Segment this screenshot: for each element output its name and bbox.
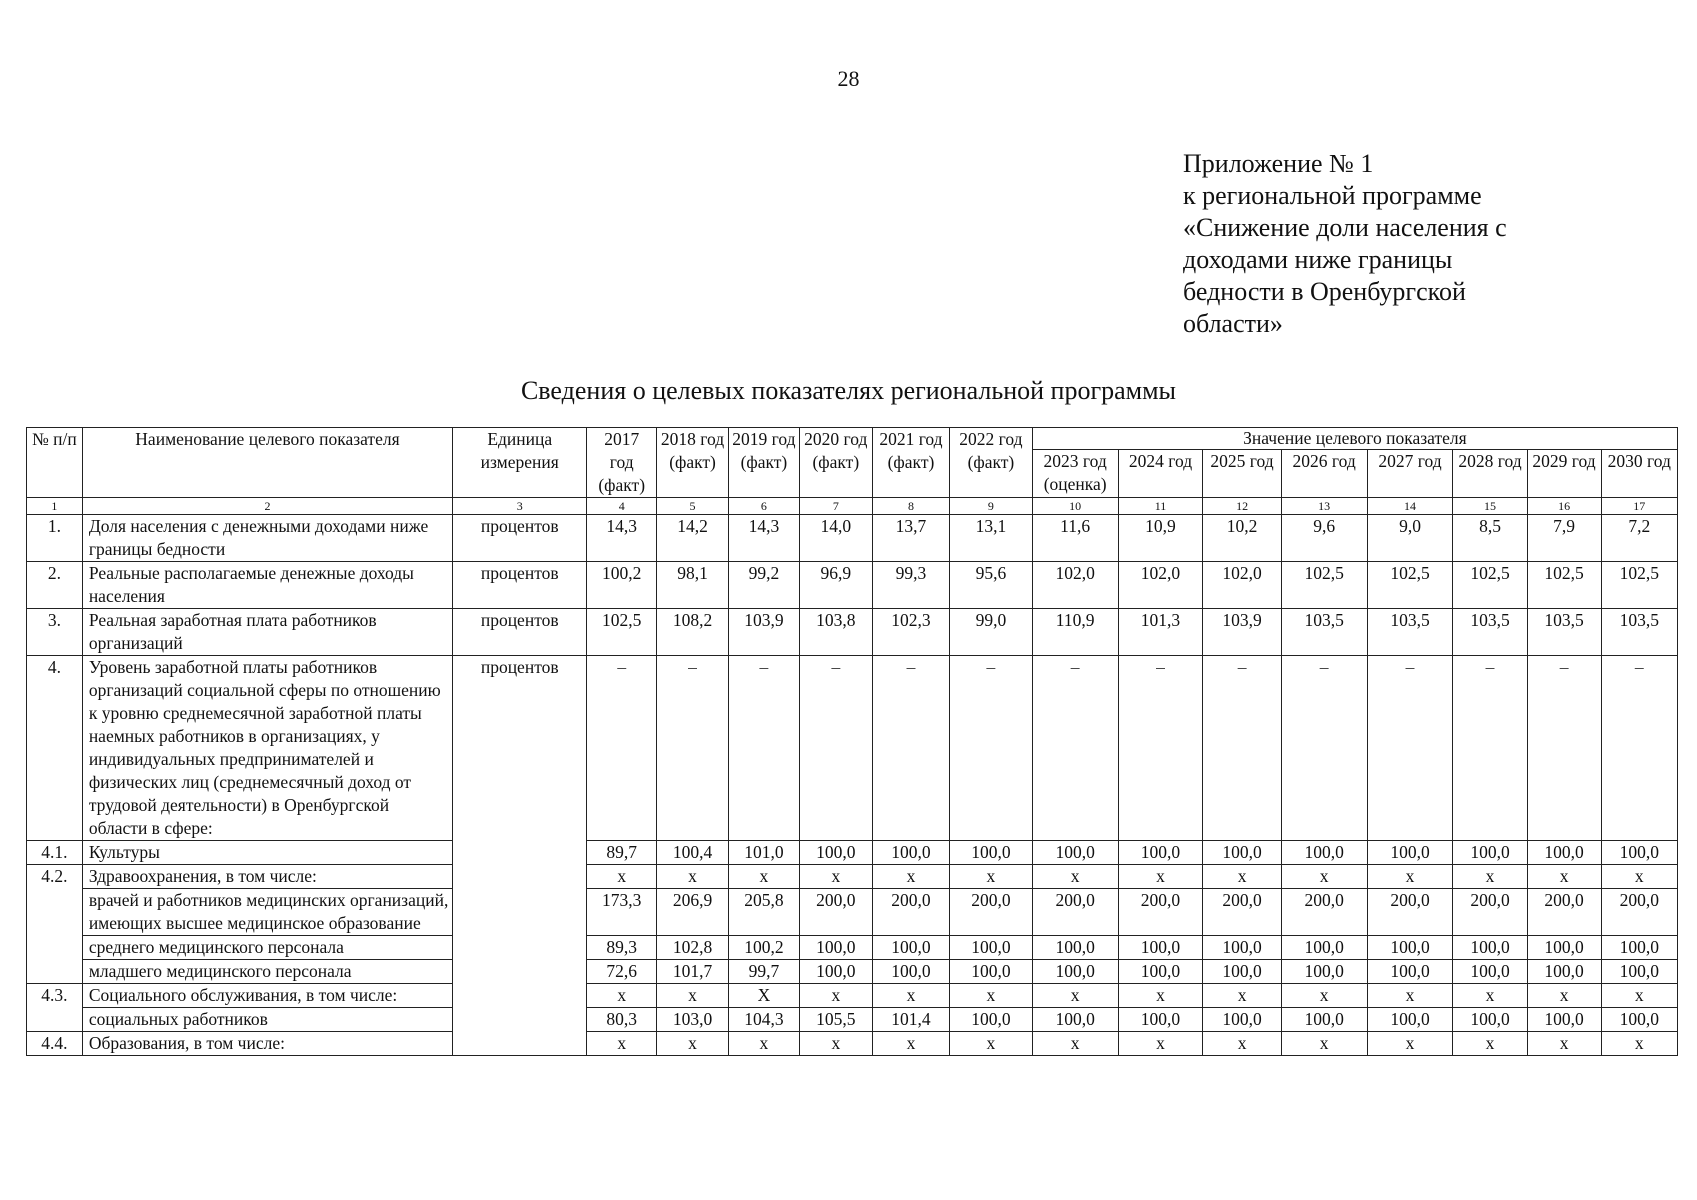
value-cell: х bbox=[1527, 1032, 1601, 1056]
value-cell: 101,3 bbox=[1118, 609, 1203, 656]
value-cell: 100,0 bbox=[950, 936, 1033, 960]
value-cell: 103,0 bbox=[657, 1008, 729, 1032]
value-cell: 200,0 bbox=[1453, 889, 1527, 936]
value-cell: 102,5 bbox=[1453, 562, 1527, 609]
value-cell: 100,0 bbox=[1453, 936, 1527, 960]
value-cell: х bbox=[1453, 984, 1527, 1008]
appendix-line: доходами ниже границы bbox=[1183, 245, 1453, 274]
value-cell: 100,0 bbox=[1032, 1008, 1118, 1032]
column-number: 13 bbox=[1281, 498, 1367, 515]
value-cell: 14,3 bbox=[587, 515, 657, 562]
row-number: 4.4. bbox=[27, 1032, 83, 1056]
value-cell: 100,0 bbox=[1203, 1008, 1281, 1032]
value-cell: 11,6 bbox=[1032, 515, 1118, 562]
value-cell: х bbox=[1527, 984, 1601, 1008]
value-cell: 200,0 bbox=[1367, 889, 1453, 936]
table-row bbox=[27, 1008, 1678, 1032]
row-number: 1. bbox=[27, 515, 83, 562]
column-number: 10 bbox=[1032, 498, 1118, 515]
value-cell: 98,1 bbox=[657, 562, 729, 609]
value-cell: х bbox=[1367, 984, 1453, 1008]
value-cell: – bbox=[1032, 656, 1118, 841]
header-year: 2017 год (факт) bbox=[587, 428, 657, 498]
value-cell: 102,0 bbox=[1203, 562, 1281, 609]
value-cell: 200,0 bbox=[1281, 889, 1367, 936]
header-year: 2019 год (факт) bbox=[728, 428, 799, 498]
value-cell: 100,0 bbox=[1118, 1008, 1203, 1032]
value-cell: 103,9 bbox=[728, 609, 799, 656]
unit: процентов bbox=[453, 609, 587, 656]
value-cell: 108,2 bbox=[657, 609, 729, 656]
value-cell: 101,7 bbox=[657, 960, 729, 984]
header-year: 2018 год (факт) bbox=[657, 428, 729, 498]
column-number: 7 bbox=[799, 498, 872, 515]
value-cell: х bbox=[728, 1032, 799, 1056]
value-cell: 100,0 bbox=[1601, 1008, 1677, 1032]
value-cell: х bbox=[1032, 865, 1118, 889]
value-cell: 102,5 bbox=[1367, 562, 1453, 609]
value-cell: 100,0 bbox=[950, 960, 1033, 984]
value-cell: 200,0 bbox=[950, 889, 1033, 936]
value-cell: 99,3 bbox=[872, 562, 949, 609]
unit: процентов bbox=[453, 562, 587, 609]
value-cell: х bbox=[1367, 865, 1453, 889]
value-cell: 100,0 bbox=[872, 960, 949, 984]
value-cell: 99,0 bbox=[950, 609, 1033, 656]
column-number: 3 bbox=[453, 498, 587, 515]
value-cell: 100,0 bbox=[1118, 936, 1203, 960]
value-cell: 200,0 bbox=[799, 889, 872, 936]
value-cell: 200,0 bbox=[1527, 889, 1601, 936]
value-cell: 100,0 bbox=[950, 1008, 1033, 1032]
row-number: 2. bbox=[27, 562, 83, 609]
value-cell: – bbox=[799, 656, 872, 841]
row-number: 4.2. bbox=[27, 865, 83, 984]
row-number: 3. bbox=[27, 609, 83, 656]
table-row bbox=[27, 656, 1678, 841]
value-cell: 100,0 bbox=[1203, 841, 1281, 865]
value-cell: х bbox=[1527, 865, 1601, 889]
column-number: 17 bbox=[1601, 498, 1677, 515]
value-cell: – bbox=[1281, 656, 1367, 841]
column-number: 9 bbox=[950, 498, 1033, 515]
indicator-name: Реальная заработная плата работников организаций bbox=[82, 609, 452, 656]
value-cell: 101,4 bbox=[872, 1008, 949, 1032]
header-year: 2029 год bbox=[1527, 449, 1601, 497]
value-cell: 80,3 bbox=[587, 1008, 657, 1032]
value-cell: 102,3 bbox=[872, 609, 949, 656]
appendix-line: области» bbox=[1183, 309, 1283, 338]
indicator-name: младшего медицинского персонала bbox=[82, 960, 452, 984]
value-cell: 100,0 bbox=[1367, 841, 1453, 865]
value-cell: 13,7 bbox=[872, 515, 949, 562]
value-cell: 100,0 bbox=[1453, 841, 1527, 865]
unit: процентов bbox=[453, 515, 587, 562]
value-cell: х bbox=[728, 865, 799, 889]
value-cell: 110,9 bbox=[1032, 609, 1118, 656]
appendix-line: «Снижение доли населения с bbox=[1183, 213, 1507, 242]
appendix-note bbox=[1183, 148, 1507, 340]
value-cell: – bbox=[1601, 656, 1677, 841]
column-number: 2 bbox=[82, 498, 452, 515]
value-cell: 13,1 bbox=[950, 515, 1033, 562]
value-cell: 8,5 bbox=[1453, 515, 1527, 562]
value-cell: 72,6 bbox=[587, 960, 657, 984]
indicator-name: Уровень заработной платы работников организаций социальной сферы по отношению к уровню среднемесячной заработной платы наемных работников в организациях, у индивидуальных предпринимателей и физических лиц (среднемесячный доход от трудовой деятельности) в Оренбургской области в сфере: bbox=[82, 656, 452, 841]
value-cell: 102,8 bbox=[657, 936, 729, 960]
value-cell: 99,2 bbox=[728, 562, 799, 609]
value-cell: 200,0 bbox=[1118, 889, 1203, 936]
value-cell: х bbox=[799, 1032, 872, 1056]
value-cell: 14,0 bbox=[799, 515, 872, 562]
value-cell: х bbox=[1601, 1032, 1677, 1056]
value-cell: 105,5 bbox=[799, 1008, 872, 1032]
value-cell: – bbox=[872, 656, 949, 841]
value-cell: х bbox=[1281, 984, 1367, 1008]
value-cell: 100,0 bbox=[1527, 841, 1601, 865]
column-number: 11 bbox=[1118, 498, 1203, 515]
column-number: 1 bbox=[27, 498, 83, 515]
appendix-line: Приложение № 1 bbox=[1183, 149, 1374, 178]
value-cell: 9,0 bbox=[1367, 515, 1453, 562]
appendix-line: бедности в Оренбургской bbox=[1183, 277, 1466, 306]
unit: процентов bbox=[453, 656, 587, 1056]
table-row bbox=[27, 1032, 1678, 1056]
indicators-table bbox=[26, 427, 1678, 1056]
value-cell: 95,6 bbox=[950, 562, 1033, 609]
value-cell: 103,5 bbox=[1281, 609, 1367, 656]
value-cell: 103,5 bbox=[1601, 609, 1677, 656]
value-cell: 100,0 bbox=[1032, 841, 1118, 865]
value-cell: 100,0 bbox=[1203, 936, 1281, 960]
indicator-name: социальных работников bbox=[82, 1008, 452, 1032]
header-year: 2021 год (факт) bbox=[872, 428, 949, 498]
indicator-name: Доля населения с денежными доходами ниже границы бедности bbox=[82, 515, 452, 562]
value-cell: х bbox=[1032, 1032, 1118, 1056]
value-cell: 100,0 bbox=[1281, 960, 1367, 984]
value-cell: х bbox=[657, 865, 729, 889]
value-cell: 100,0 bbox=[1281, 936, 1367, 960]
value-cell: 100,0 bbox=[950, 841, 1033, 865]
value-cell: х bbox=[799, 865, 872, 889]
header-year: 2028 год bbox=[1453, 449, 1527, 497]
header-value-group: Значение целевого показателя bbox=[1032, 428, 1677, 450]
value-cell: х bbox=[587, 984, 657, 1008]
value-cell: 100,0 bbox=[1527, 1008, 1601, 1032]
value-cell: 100,0 bbox=[799, 936, 872, 960]
header-year: 2026 год bbox=[1281, 449, 1367, 497]
value-cell: х bbox=[1281, 1032, 1367, 1056]
value-cell: – bbox=[587, 656, 657, 841]
value-cell: 100,0 bbox=[872, 936, 949, 960]
value-cell: – bbox=[1203, 656, 1281, 841]
value-cell: 100,0 bbox=[1527, 936, 1601, 960]
value-cell: х bbox=[1032, 984, 1118, 1008]
value-cell: 100,4 bbox=[657, 841, 729, 865]
column-number: 12 bbox=[1203, 498, 1281, 515]
value-cell: х bbox=[1367, 1032, 1453, 1056]
column-numbers-row bbox=[27, 498, 1678, 515]
value-cell: 205,8 bbox=[728, 889, 799, 936]
table-row bbox=[27, 865, 1678, 889]
value-cell: х bbox=[950, 865, 1033, 889]
value-cell: 100,0 bbox=[1281, 841, 1367, 865]
value-cell: – bbox=[1453, 656, 1527, 841]
value-cell: 100,0 bbox=[799, 841, 872, 865]
value-cell: х bbox=[872, 1032, 949, 1056]
value-cell: 103,8 bbox=[799, 609, 872, 656]
value-cell: 100,2 bbox=[728, 936, 799, 960]
header-unit: Единица измерения bbox=[453, 428, 587, 498]
value-cell: – bbox=[728, 656, 799, 841]
value-cell: – bbox=[1367, 656, 1453, 841]
value-cell: х bbox=[587, 1032, 657, 1056]
value-cell: 103,5 bbox=[1453, 609, 1527, 656]
header-year: 2030 год bbox=[1601, 449, 1677, 497]
value-cell: 100,2 bbox=[587, 562, 657, 609]
column-number: 15 bbox=[1453, 498, 1527, 515]
column-number: 4 bbox=[587, 498, 657, 515]
appendix-line: к региональной программе bbox=[1183, 181, 1482, 210]
value-cell: 100,0 bbox=[1453, 960, 1527, 984]
value-cell: 200,0 bbox=[1032, 889, 1118, 936]
value-cell: 100,0 bbox=[872, 841, 949, 865]
value-cell: х bbox=[587, 865, 657, 889]
value-cell: 14,2 bbox=[657, 515, 729, 562]
value-cell: х bbox=[799, 984, 872, 1008]
value-cell: – bbox=[657, 656, 729, 841]
value-cell: 100,0 bbox=[1281, 1008, 1367, 1032]
value-cell: х bbox=[1601, 865, 1677, 889]
value-cell: – bbox=[1118, 656, 1203, 841]
value-cell: х bbox=[950, 1032, 1033, 1056]
value-cell: 100,0 bbox=[1367, 960, 1453, 984]
value-cell: 96,9 bbox=[799, 562, 872, 609]
value-cell: 89,3 bbox=[587, 936, 657, 960]
value-cell: х bbox=[950, 984, 1033, 1008]
table-row bbox=[27, 515, 1678, 562]
table-row bbox=[27, 960, 1678, 984]
value-cell: х bbox=[1118, 1032, 1203, 1056]
value-cell: х bbox=[657, 1032, 729, 1056]
header-row bbox=[27, 428, 1678, 450]
value-cell: 9,6 bbox=[1281, 515, 1367, 562]
value-cell: х bbox=[1203, 984, 1281, 1008]
table-row bbox=[27, 889, 1678, 936]
indicator-name: среднего медицинского персонала bbox=[82, 936, 452, 960]
value-cell: 102,5 bbox=[1281, 562, 1367, 609]
value-cell: х bbox=[1203, 1032, 1281, 1056]
row-number: 4.3. bbox=[27, 984, 83, 1032]
value-cell: х bbox=[872, 865, 949, 889]
value-cell: 102,5 bbox=[587, 609, 657, 656]
column-number: 6 bbox=[728, 498, 799, 515]
value-cell: 103,9 bbox=[1203, 609, 1281, 656]
value-cell: 14,3 bbox=[728, 515, 799, 562]
value-cell: 100,0 bbox=[1118, 960, 1203, 984]
table-row bbox=[27, 562, 1678, 609]
value-cell: 7,9 bbox=[1527, 515, 1601, 562]
value-cell: 103,5 bbox=[1527, 609, 1601, 656]
value-cell: 100,0 bbox=[1527, 960, 1601, 984]
value-cell: Х bbox=[728, 984, 799, 1008]
header-year: 2024 год bbox=[1118, 449, 1203, 497]
value-cell: 102,5 bbox=[1601, 562, 1677, 609]
value-cell: 100,0 bbox=[1601, 960, 1677, 984]
indicator-name: Реальные располагаемые денежные доходы населения bbox=[82, 562, 452, 609]
indicator-name: Культуры bbox=[82, 841, 452, 865]
header-name: Наименование целевого показателя bbox=[82, 428, 452, 498]
indicator-name: врачей и работников медицинских организаций, имеющих высшее медицинское образование bbox=[82, 889, 452, 936]
value-cell: 102,0 bbox=[1032, 562, 1118, 609]
value-cell: х bbox=[1203, 865, 1281, 889]
value-cell: х bbox=[657, 984, 729, 1008]
value-cell: 100,0 bbox=[1601, 841, 1677, 865]
column-number: 8 bbox=[872, 498, 949, 515]
table-body bbox=[27, 515, 1678, 1056]
header-year: 2027 год bbox=[1367, 449, 1453, 497]
value-cell: 100,0 bbox=[1453, 1008, 1527, 1032]
value-cell: 10,2 bbox=[1203, 515, 1281, 562]
indicator-name: Здравоохранения, в том числе: bbox=[82, 865, 452, 889]
value-cell: 104,3 bbox=[728, 1008, 799, 1032]
table-row bbox=[27, 841, 1678, 865]
document-title: Сведения о целевых показателях региональной программы bbox=[520, 376, 1177, 405]
value-cell: 173,3 bbox=[587, 889, 657, 936]
header-year: 2023 год (оценка) bbox=[1032, 449, 1118, 497]
header-year: 2025 год bbox=[1203, 449, 1281, 497]
row-number: 4. bbox=[27, 656, 83, 841]
value-cell: х bbox=[1453, 865, 1527, 889]
value-cell: 100,0 bbox=[799, 960, 872, 984]
value-cell: 102,5 bbox=[1527, 562, 1601, 609]
column-number: 5 bbox=[657, 498, 729, 515]
value-cell: 100,0 bbox=[1118, 841, 1203, 865]
value-cell: – bbox=[950, 656, 1033, 841]
table-row bbox=[27, 609, 1678, 656]
value-cell: 200,0 bbox=[1203, 889, 1281, 936]
value-cell: – bbox=[1527, 656, 1601, 841]
value-cell: 101,0 bbox=[728, 841, 799, 865]
value-cell: 200,0 bbox=[1601, 889, 1677, 936]
value-cell: 100,0 bbox=[1203, 960, 1281, 984]
value-cell: 100,0 bbox=[1032, 936, 1118, 960]
table-row bbox=[27, 936, 1678, 960]
value-cell: 103,5 bbox=[1367, 609, 1453, 656]
header-year: 2020 год (факт) bbox=[799, 428, 872, 498]
table-row bbox=[27, 984, 1678, 1008]
value-cell: 10,9 bbox=[1118, 515, 1203, 562]
header-year: 2022 год (факт) bbox=[950, 428, 1033, 498]
column-number: 14 bbox=[1367, 498, 1453, 515]
value-cell: 200,0 bbox=[872, 889, 949, 936]
header-num: № п/п bbox=[27, 428, 83, 498]
value-cell: 100,0 bbox=[1032, 960, 1118, 984]
value-cell: 100,0 bbox=[1367, 1008, 1453, 1032]
column-number: 16 bbox=[1527, 498, 1601, 515]
value-cell: х bbox=[1453, 1032, 1527, 1056]
value-cell: 102,0 bbox=[1118, 562, 1203, 609]
indicator-name: Социального обслуживания, в том числе: bbox=[82, 984, 452, 1008]
value-cell: 7,2 bbox=[1601, 515, 1677, 562]
value-cell: 100,0 bbox=[1367, 936, 1453, 960]
row-number: 4.1. bbox=[27, 841, 83, 865]
value-cell: х bbox=[1118, 984, 1203, 1008]
value-cell: х bbox=[1601, 984, 1677, 1008]
value-cell: 206,9 bbox=[657, 889, 729, 936]
value-cell: х bbox=[872, 984, 949, 1008]
value-cell: 100,0 bbox=[1601, 936, 1677, 960]
value-cell: 99,7 bbox=[728, 960, 799, 984]
indicator-name: Образования, в том числе: bbox=[82, 1032, 452, 1056]
value-cell: х bbox=[1118, 865, 1203, 889]
value-cell: х bbox=[1281, 865, 1367, 889]
value-cell: 89,7 bbox=[587, 841, 657, 865]
page-number: 28 bbox=[837, 66, 860, 91]
